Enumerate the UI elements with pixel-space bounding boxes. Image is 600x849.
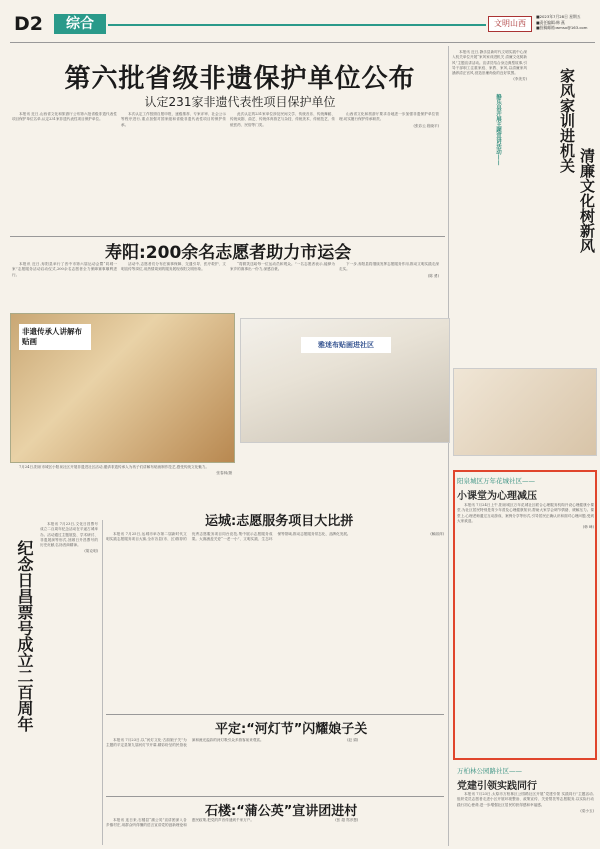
wanbai-body: 本报讯 7月23日,太原市万柏林区公园路社区开展“党建引领 实践同行”主题活动,组织党员志愿者走进小区开展环境整治、政策宣传、关爱帮扶等志愿服务,以实际行动践行初心使命,进一步增强社区居民的获得感和幸福感。 (梁小玉) [457,792,594,813]
yuncheng-headline: 运城:志愿服务项目大比拼 [205,514,354,529]
sidebar-kicker: 静乐县开展主题宣讲活动—— [495,94,501,166]
wanbai-kicker: 万柏林公园路社区—— [457,767,522,775]
lead-subheadline: 认定231家非遗代表性项目保护单位 [144,95,336,109]
email-line: ■投稿邮箱:wmsx@163.com [536,25,588,30]
lead-column-2: 本次认定工作按照自愿申报、逐级推荐、专家评审、社会公示等程序进行,重点加强对国家级和省级非遗代表性项目的保护传承。 [121,112,226,127]
header-divider [108,24,486,26]
wanbai-headline: 党建引领实践同行 [457,781,537,792]
shouyang-col-2: 活动中,志愿者们分布在赛事保障、交通引导、医疗救护、文明宣传等岗位,用热情周到的服务展现寿阳文明形象。 [121,262,226,272]
date-line: ■2023年7月28日 星期五 [536,14,581,19]
editor-line: ■责任编辑:韩 燕 [536,19,565,25]
lead-rule [10,236,445,237]
jinian-body: 本报讯 7月23日,文化日昌票号成立二百周年纪念活动在平遥古城举办。活动通过主题展览、学术研讨、非遗展演等形式,回顾日升昌票号的历史贡献,弘扬晋商精神。 (胡克明) [40,522,98,554]
page-number: D2 [14,13,43,35]
box-headline: 小课堂为心理减压 [457,491,537,502]
community-event-photo [240,318,450,443]
photo-caption-text: 7月24日,阳泉市城区小阳泉社区开展非遗进社区活动,邀请非遗传承人为孩子们讲解布贴画制作技艺,感受传统文化魅力。 张春林/摄 [19,465,232,476]
shouyang-col-3: “将微笑送给每一位运动员和观众。”一名志愿者表示,能够为家乡的赛事出一份力,深感自豪。 [230,262,335,272]
pingding-rule [106,714,444,715]
shouyang-col-1: 本报讯 近日,寿阳县举行了晋中市第六届运动会暨“同城一家”志愿服务活动启动仪式,200余名志愿者全力保障赛事顺利进行。 [12,262,117,277]
pingding-headline: 平定:“河灯节”闪耀娘子关 [215,722,368,737]
shijiao-rule [106,796,444,797]
shijiao-body: 本报讯 连日来,石楼县“蒲公英”宣讲团深入各乡镇村庄,用群众听得懂的语言宣讲党的创新理论和惠民政策,把党的声音传递到千家万户。 (张 超 郑彦慧) [106,818,359,828]
lead-column-3: 此次认定的231家单位涉及民间文学、传统音乐、传统舞蹈、传统戏剧、曲艺、传统体育游艺与杂技、传统美术、传统技艺、传统医药、民俗等门类。 [230,112,335,127]
shouyang-headline: 寿阳:200余名志愿者助力市运会 [105,243,352,263]
yuncheng-body: 本报讯 7月25日,运城市举办第二届新时代文明实践志愿服务项目大赛,全市各县(市、区)推荐的优秀志愿服务项目同台竞技,集中展示志愿服务成果。大赛涵盖关爱“一老一小”、文明实践、生态环保等领域,推动志愿服务常态化、品牌化发展。 (解丽萍) [106,532,444,542]
header-meta [536,14,596,31]
box-body: 本报讯 7月24日上午,阳泉城区万年花城社区联合心理服务机构开设心理健康小课堂,为社区居民特别是青少年普及心理健康知识,帮助大家学会调节情绪、缓解压力。课堂上,心理老师通过互动游戏、案例分享等形式,引导居民正确认识和面对心理问题,受到大家欢迎。 (韩 峰) [457,503,594,530]
newspaper-logo: 文明山西 [488,16,532,32]
lead-headline: 第六批省级非遗保护单位公布 [64,64,416,94]
section-badge: 综合 [54,14,106,34]
lead-column-1: 本报讯 近日,山西省文化和旅游厅公布第六批省级非遗代表性项目保护单位名单,认定231家非遗代表性项目保护单位。 [12,112,117,122]
sidebar-headline-a: 家风家训进机关 [558,68,576,173]
pingding-body: 本报讯 7月23日,以“河灯文化·古韵娘子关”为主题的平定县第九届河灯节开幕,精彩纷呈的民俗表演和流光溢彩的河灯吸引众多游客前来观赏。 (赵 娟) [106,738,359,748]
lead-column-4: 山西省文化和旅游厅要求各地进一步加强非遗保护单位管理,切实履行保护传承职责。 (张彩云 段晓平) [339,112,439,128]
shouyang-col-4: 下一步,寿阳县将继续发挥志愿服务作用,推动文明实践走深走实。 (陈 勇) [339,262,439,278]
column-divider [448,46,449,846]
event-banner: 雅迷布贴画进社区 [301,337,391,353]
sidebar-body: 本报讯 近日,静乐县新时代文明实践中心深入机关单位开展“家风家训进机关 清廉文化树新风”主题宣讲活动。宣讲员结合身边典型故事,引导干部职工注重家庭、家教、家风,以清廉家风涵养清正官风,营造崇廉尚俭的良好氛围。 (李美芳) [452,50,527,82]
jinian-headline: 纪念日昌票号成立二百周年 [15,540,34,732]
lead-byline: (张彩云 段晓平) [413,123,439,128]
sidebar-headline-b: 清廉文化树新风 [578,148,596,253]
box-kicker: 阳泉城区万年花城社区—— [457,477,535,485]
photo-caption-card [19,324,91,350]
children-craft-photo [10,313,235,463]
photo-caption-title: 非遗传承人讲解布贴画 [22,327,82,346]
top-rule [10,42,595,43]
shijiao-headline: 石楼:“蒲公英”宣讲团进村 [205,804,358,819]
jinian-divider [102,520,103,845]
sidebar-photo [453,368,597,456]
